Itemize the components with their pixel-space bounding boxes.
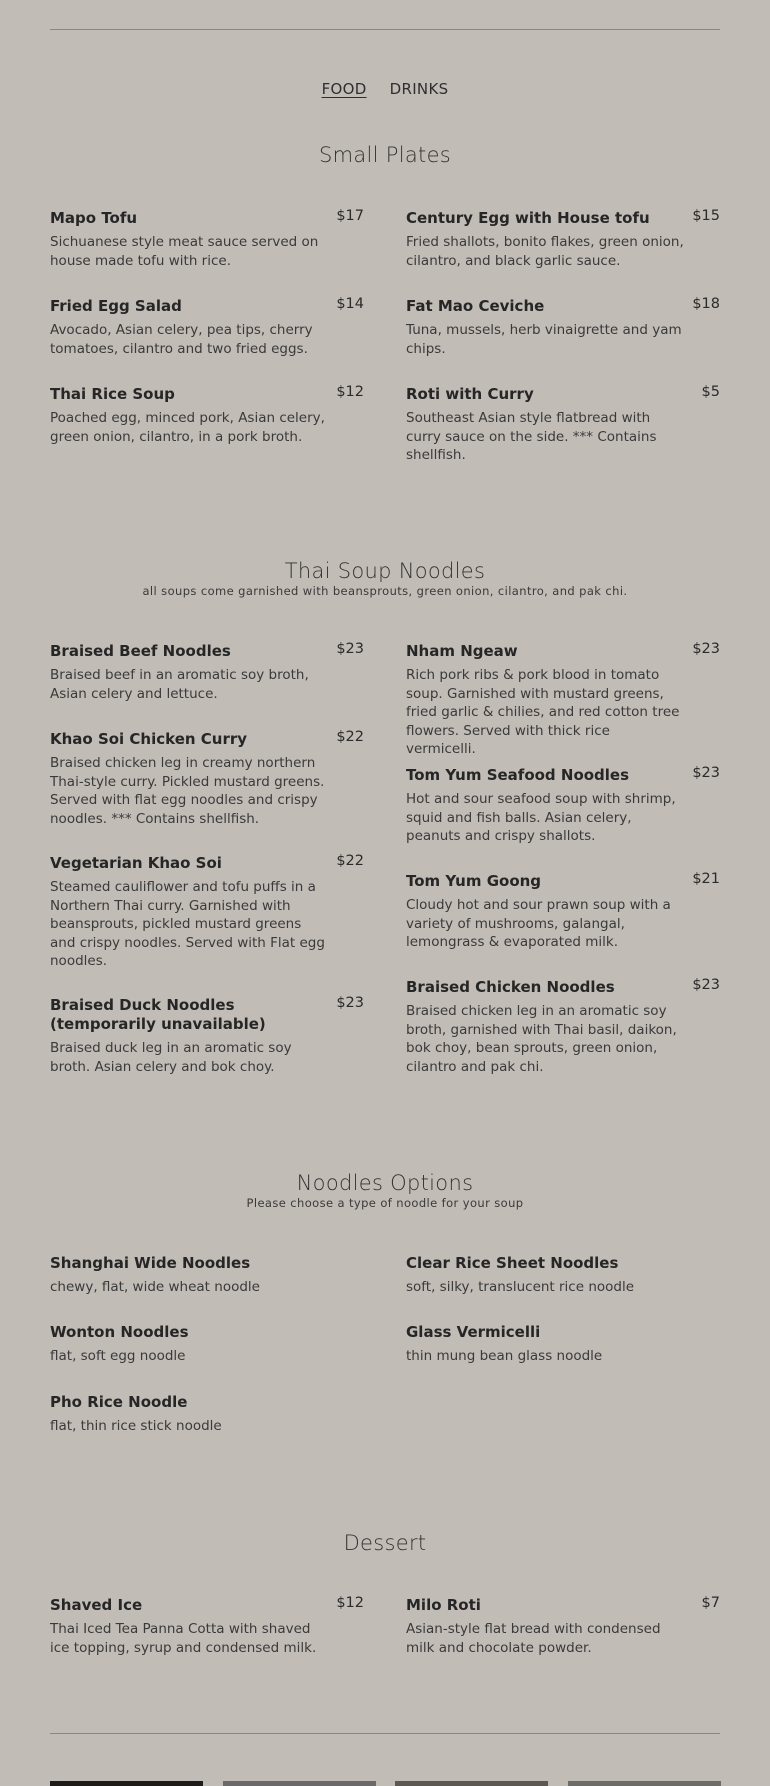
item-description: Asian-style flat bread with condensed milk and chocolate powder. bbox=[406, 1621, 661, 1656]
item-description: Rich pork ribs & pork blood in tomato soup. Garnished with mustard greens, fried garlic & chilies, and red cotton tree flowers. Served with thick rice vermicelli. bbox=[406, 667, 680, 757]
section-title-small-plates: Small Plates bbox=[318, 143, 452, 167]
item-name: Braised Chicken Noodles bbox=[406, 978, 615, 996]
noodle-option bbox=[406, 1254, 720, 1297]
noodle-description: chewy, flat, wide wheat noodle bbox=[50, 1279, 260, 1295]
tab-food[interactable]: FOOD bbox=[321, 80, 367, 98]
noodle-name: Clear Rice Sheet Noodles bbox=[406, 1254, 619, 1272]
menu-item bbox=[406, 642, 720, 759]
noodle-name: Pho Rice Noodle bbox=[50, 1393, 188, 1411]
photo-gallery bbox=[50, 1781, 720, 1786]
item-price: $23 bbox=[692, 641, 720, 657]
noodle-name: Wonton Noodles bbox=[50, 1323, 189, 1341]
item-description: Cloudy hot and sour prawn soup with a variety of mushrooms, galangal, lemongrass & evaporated milk. bbox=[406, 897, 671, 950]
item-price: $23 bbox=[336, 641, 364, 657]
gallery-photo[interactable] bbox=[568, 1781, 721, 1786]
item-name: Shaved Ice bbox=[50, 1596, 143, 1614]
item-price: $22 bbox=[336, 853, 364, 869]
gallery-photo[interactable] bbox=[395, 1781, 548, 1786]
section-subtitle-soup-noodles: all soups come garnished with beansprouts, green onion, cilantro, and pak chi. bbox=[142, 584, 628, 598]
item-price: $22 bbox=[336, 729, 364, 745]
noodle-description: flat, soft egg noodle bbox=[50, 1348, 186, 1364]
item-description: Thai Iced Tea Panna Cotta with shaved ice topping, syrup and condensed milk. bbox=[50, 1621, 317, 1656]
menu-item bbox=[50, 297, 364, 358]
menu-item bbox=[50, 996, 364, 1076]
item-description: Hot and sour seafood soup with shrimp, squid and fish balls. Asian celery, peanuts and crispy shallots. bbox=[406, 791, 676, 844]
item-price: $18 bbox=[692, 296, 720, 312]
item-price: $23 bbox=[692, 765, 720, 781]
item-description: Sichuanese style meat sauce served on house made tofu with rice. bbox=[50, 234, 319, 269]
item-price: $15 bbox=[692, 208, 720, 224]
item-name: Nham Ngeaw bbox=[406, 642, 518, 660]
section-title-dessert: Dessert bbox=[343, 1531, 427, 1555]
item-description: Tuna, mussels, herb vinaigrette and yam chips. bbox=[406, 322, 682, 357]
menu-item bbox=[50, 385, 364, 446]
item-name: Braised Beef Noodles bbox=[50, 642, 231, 660]
noodle-option bbox=[50, 1393, 364, 1436]
bottom-divider bbox=[50, 1733, 720, 1734]
noodle-description: soft, silky, translucent rice noodle bbox=[406, 1279, 635, 1295]
menu-item bbox=[406, 978, 720, 1076]
item-price: $12 bbox=[336, 1595, 364, 1611]
menu-item bbox=[406, 766, 720, 846]
noodle-option bbox=[406, 1323, 720, 1366]
item-description: Braised beef in an aromatic soy broth, Asian celery and lettuce. bbox=[50, 667, 309, 702]
item-name: Century Egg with House tofu bbox=[406, 209, 650, 227]
item-description: Avocado, Asian celery, pea tips, cherry tomatoes, cilantro and two fried eggs. bbox=[50, 322, 313, 357]
item-price: $7 bbox=[701, 1595, 720, 1611]
item-name: Vegetarian Khao Soi bbox=[50, 854, 222, 872]
item-name: Roti with Curry bbox=[406, 385, 534, 403]
item-description: Southeast Asian style flatbread with curry sauce on the side. *** Contains shellfish. bbox=[406, 410, 657, 463]
gallery-photo[interactable] bbox=[223, 1781, 376, 1786]
section-title-noodle-options: Noodles Options bbox=[296, 1171, 474, 1195]
menu-item bbox=[50, 730, 364, 828]
item-description: Braised chicken leg in creamy northern Thai-style curry. Pickled mustard greens. Served with flat egg noodles and crispy noodles. *** Contains shellfish. bbox=[50, 755, 325, 827]
item-name: Braised Duck Noodles (temporarily unavailable) bbox=[50, 996, 266, 1033]
item-name: Tom Yum Goong bbox=[406, 872, 542, 890]
item-price: $14 bbox=[336, 296, 364, 312]
item-description: Steamed cauliflower and tofu puffs in a Northern Thai curry. Garnished with beansprouts, pickled mustard greens and crispy noodles. Served with Flat egg noodles. bbox=[50, 879, 325, 969]
menu-item bbox=[406, 209, 720, 270]
noodle-option bbox=[50, 1254, 364, 1297]
noodle-name: Glass Vermicelli bbox=[406, 1323, 541, 1341]
item-name: Fried Egg Salad bbox=[50, 297, 182, 315]
item-price: $5 bbox=[701, 384, 720, 400]
menu-item bbox=[50, 209, 364, 270]
item-name: Fat Mao Ceviche bbox=[406, 297, 545, 315]
item-name: Milo Roti bbox=[406, 1596, 481, 1614]
section-subtitle-noodle-options: Please choose a type of noodle for your soup bbox=[246, 1196, 524, 1210]
menu-item bbox=[406, 1596, 720, 1657]
menu-item bbox=[406, 872, 720, 952]
menu-item bbox=[50, 854, 364, 971]
item-price: $12 bbox=[336, 384, 364, 400]
section-title-soup-noodles: Thai Soup Noodles bbox=[284, 559, 486, 583]
item-price: $23 bbox=[336, 995, 364, 1011]
item-description: Braised chicken leg in an aromatic soy broth, garnished with Thai basil, daikon, bok choy, bean sprouts, green onion, cilantro and pak chi. bbox=[406, 1003, 677, 1075]
item-price: $21 bbox=[692, 871, 720, 887]
noodle-description: thin mung bean glass noodle bbox=[406, 1348, 603, 1364]
menu-item bbox=[50, 642, 364, 703]
menu-item bbox=[50, 1596, 364, 1657]
noodle-name: Shanghai Wide Noodles bbox=[50, 1254, 251, 1272]
item-name: Thai Rice Soup bbox=[50, 385, 175, 403]
menu-tabs bbox=[0, 80, 770, 98]
item-description: Poached egg, minced pork, Asian celery, green onion, cilantro, in a pork broth. bbox=[50, 410, 325, 445]
noodle-option bbox=[50, 1323, 364, 1366]
item-price: $17 bbox=[336, 208, 364, 224]
item-description: Braised duck leg in an aromatic soy broth. Asian celery and bok choy. bbox=[50, 1040, 292, 1075]
top-divider bbox=[50, 29, 720, 30]
tab-drinks[interactable]: DRINKS bbox=[389, 80, 449, 98]
item-name: Tom Yum Seafood Noodles bbox=[406, 766, 630, 784]
gallery-photo[interactable] bbox=[50, 1781, 203, 1786]
menu-item bbox=[406, 385, 720, 465]
noodle-description: flat, thin rice stick noodle bbox=[50, 1418, 222, 1434]
item-price: $23 bbox=[692, 977, 720, 993]
menu-item bbox=[406, 297, 720, 358]
item-name: Khao Soi Chicken Curry bbox=[50, 730, 248, 748]
item-name: Mapo Tofu bbox=[50, 209, 138, 227]
item-description: Fried shallots, bonito flakes, green onion, cilantro, and black garlic sauce. bbox=[406, 234, 684, 269]
